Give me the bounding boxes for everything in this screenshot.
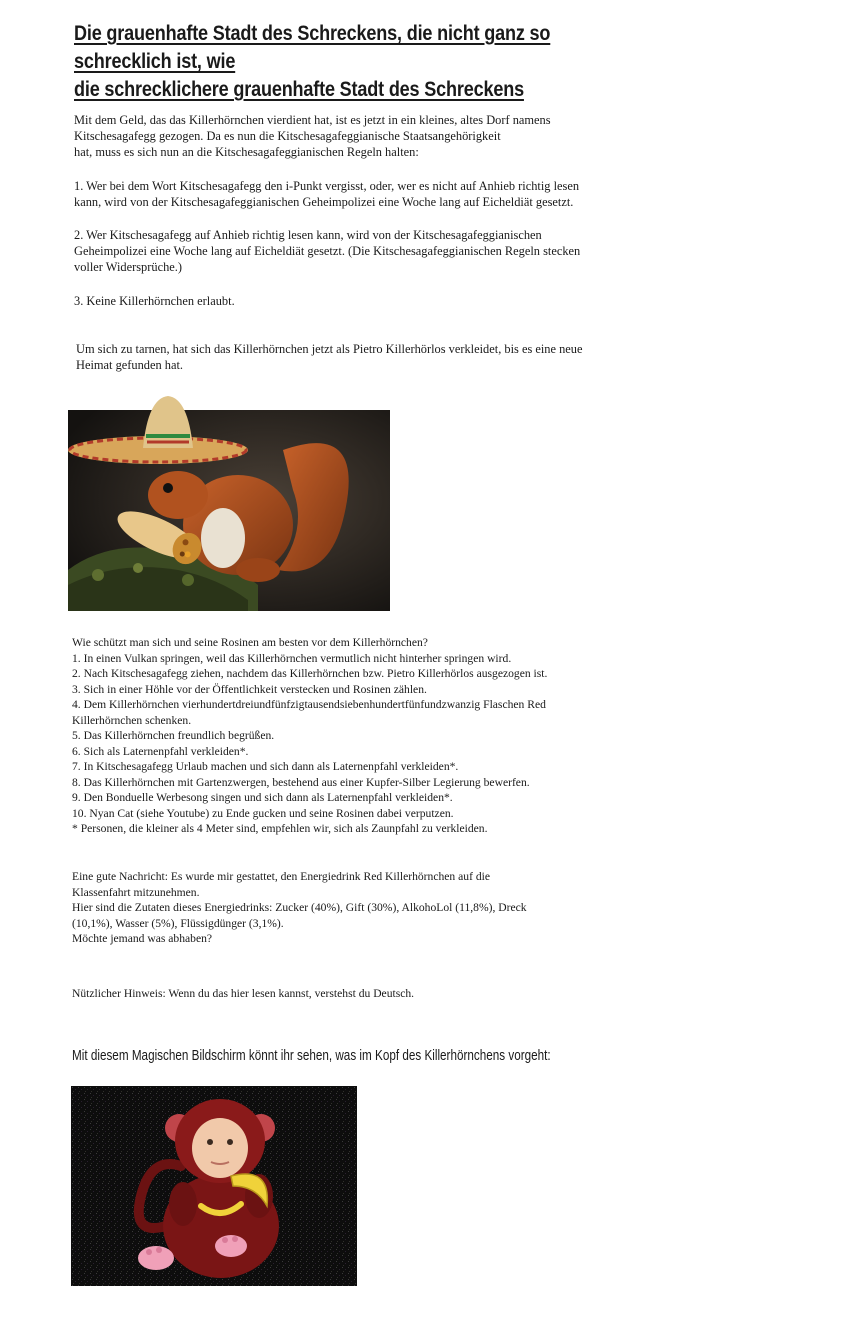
title-line-2: die schrecklichere grauenhafte Stadt des Schreckens (74, 78, 524, 101)
page-title (74, 20, 642, 104)
intro-line: hat, muss es sich nun an die Kitschesagafeggianischen Regeln halten: (74, 145, 419, 159)
list-item: 6. Sich als Laternenpfahl verkleiden*. (72, 744, 249, 758)
list-item: 10. Nyan Cat (siehe Youtube) zu Ende gucken und seine Rosinen dabei verputzen. (72, 806, 454, 820)
rule-2-line: voller Widersprüche.) (74, 260, 182, 274)
rule-2 (74, 227, 580, 275)
list-item: 7. In Kitschesagafegg Urlaub machen und sich dann als Laternenpfahl verkleiden*. (72, 760, 459, 773)
news-line: Eine gute Nachricht: Es wurde mir gestattet, den Energiedrink Red Killerhörnchen auf die (72, 870, 490, 883)
list-item: Killerhörnchen schenken. (72, 713, 192, 727)
list-item: 4. Dem Killerhörnchen vierhundertdreiundfünfzigtausendsiebenhundertfünfundzwanzig Flaschen Red (72, 698, 546, 711)
list-item: 5. Das Killerhörnchen freundlich begrüßen. (72, 729, 275, 742)
disguise-line: Heimat gefunden hat. (76, 358, 184, 372)
rule-1-line: 1. Wer bei dem Wort Kitschesagafegg den i-Punkt vergisst, oder, wer es nicht auf Anhieb richtig lesen (74, 179, 580, 193)
rule-2-line: Geheimpolizei eine Woche lang auf Eicheldiät gesetzt. (Die Kitschesagafeggianischen Regeln stecken (74, 244, 581, 258)
disguise-paragraph (76, 341, 583, 373)
news-line: Klassenfahrt mitzunehmen. (72, 885, 200, 899)
hint-line: Nützlicher Hinweis: Wenn du das hier lesen kannst, verstehst du Deutsch. (72, 987, 415, 1000)
list-item: * Personen, die kleiner als 4 Meter sind, empfehlen wir, sich als Zaunpfahl zu verkleiden. (72, 822, 488, 835)
good-news-paragraph (72, 869, 527, 947)
news-line: Möchte jemand was abhaben? (72, 932, 213, 945)
news-line: (10,1%), Wasser (5%), Flüssigdünger (3,1%). (72, 916, 284, 930)
news-line: Hier sind die Zutaten dieses Energiedrinks: Zucker (40%), Gift (30%), AlkohoLol (11,8%), Dreck (72, 901, 527, 914)
rule-3 (74, 293, 235, 309)
intro-line: Kitschesagafegg gezogen. Da es nun die Kitschesagafeggianische Staatsangehörigkeit (74, 129, 501, 143)
squirrel-sombrero-image (68, 410, 390, 611)
list-item: 8. Das Killerhörnchen mit Gartenzwergen, bestehend aus einer Kupfer-Silber Legierung bewerfen. (72, 775, 530, 789)
list-item: 2. Nach Kitschesagafegg ziehen, nachdem das Killerhörnchen bzw. Pietro Killerhörlos ausgezogen ist. (72, 667, 548, 680)
list-item: 9. Den Bonduelle Werbesong singen und sich dann als Laternenpfahl verkleiden*. (72, 791, 453, 804)
magic-screen-caption: Mit diesem Magischen Bildschirm könnt ihr sehen, was im Kopf des Killerhörnchens vorgeht: (72, 1047, 551, 1064)
protection-list (72, 635, 547, 837)
rule-1 (74, 178, 579, 210)
useful-hint (72, 986, 414, 1002)
rule-2-line: 2. Wer Kitschesagafegg auf Anhieb richtig lesen kann, wird von der Kitschesagafeggianischen (74, 228, 542, 242)
rule-3-line: 3. Keine Killerhörnchen erlaubt. (74, 294, 235, 308)
rule-1-line: kann, wird von der Kitschesagafeggianischen Geheimpolizei eine Woche lang auf Eicheldiät gesetzt. (74, 195, 574, 209)
list-item: 1. In einen Vulkan springen, weil das Killerhörnchen vermutlich nicht hinterher springen wird. (72, 651, 512, 665)
intro-paragraph (74, 112, 551, 160)
list-item: 3. Sich in einer Höhle vor der Öffentlichkeit verstecken und Rosinen zählen. (72, 682, 427, 696)
disguise-line: Um sich zu tarnen, hat sich das Killerhörnchen jetzt als Pietro Killerhörlos verkleidet, bis es eine neue (76, 342, 583, 356)
list-item: Wie schützt man sich und seine Rosinen am besten vor dem Killerhörnchen? (72, 636, 428, 649)
monkey-baby-image (71, 1086, 357, 1286)
title-line-1: Die grauenhafte Stadt des Schreckens, die nicht ganz so schrecklich ist, wie (74, 22, 551, 73)
intro-line: Mit dem Geld, das das Killerhörnchen vierdient hat, ist es jetzt in ein kleines, altes Dorf namens (74, 113, 551, 127)
